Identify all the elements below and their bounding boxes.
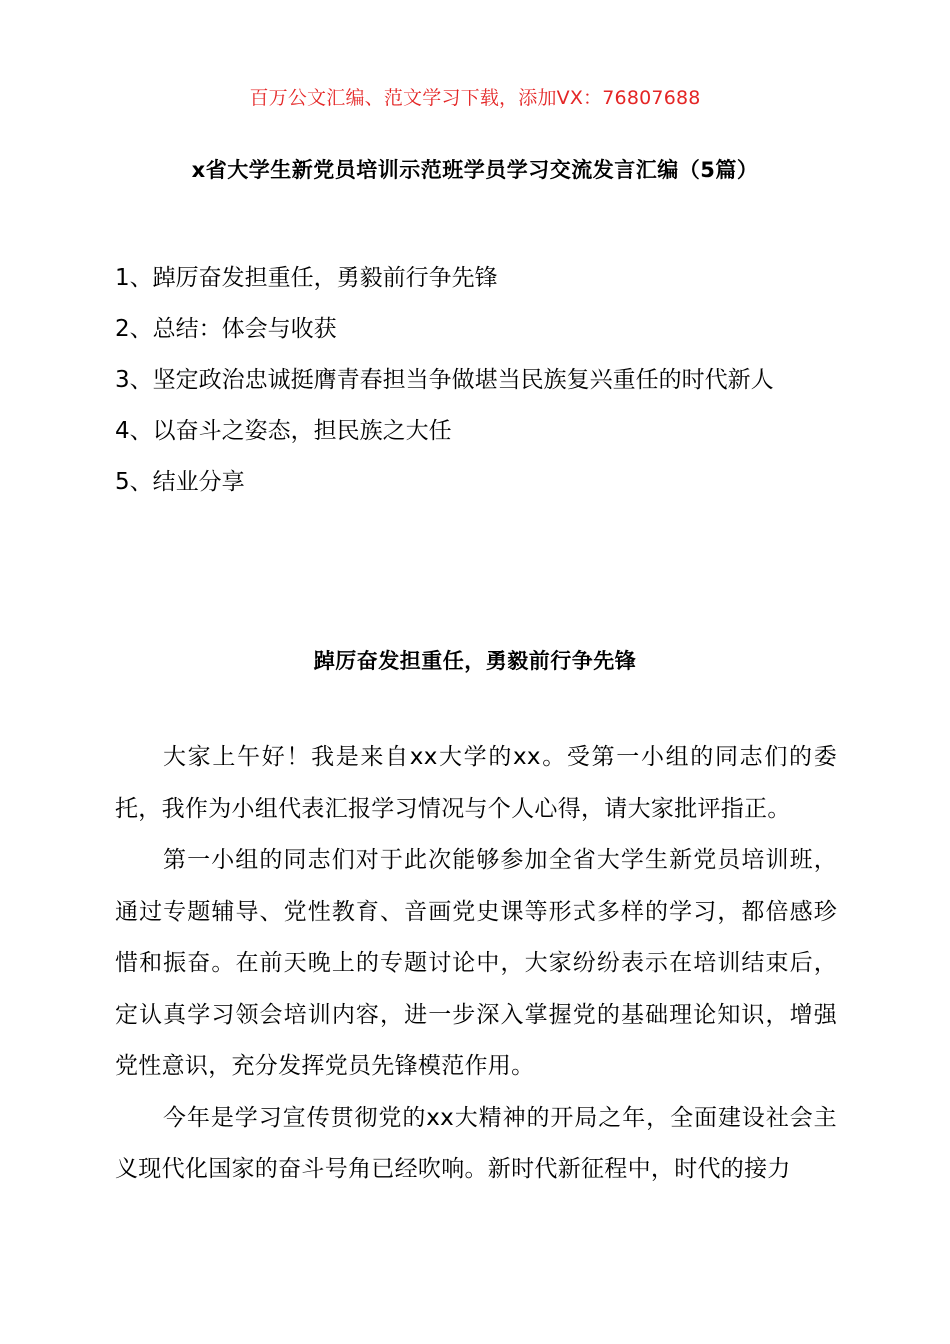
document-title: x省大学生新党员培训示范班学员学习交流发言汇编（5篇） [191,158,759,182]
toc-item: 1、踔厉奋发担重任，勇毅前行争先锋 [115,265,498,291]
table-of-contents [115,253,835,508]
paragraph: 今年是学习宣传贯彻党的xx大精神的开局之年，全面建设社会主义现代化国家的奋斗号角已经吹响。新时代新征程中，时代的接力 [115,1104,837,1182]
toc-item: 2、总结：体会与收获 [115,316,337,342]
toc-item: 3、坚定政治忠诚挺膺青春担当争做堪当民族复兴重任的时代新人 [115,367,774,393]
section-body [115,732,837,1196]
paragraph: 大家上午好！我是来自xx大学的xx。受第一小组的同志们的委托，我作为小组代表汇报学习情况与个人心得，请大家批评指正。 [115,744,837,822]
paragraph: 第一小组的同志们对于此次能够参加全省大学生新党员培训班，通过专题辅导、党性教育、音画党史课等形式多样的学习，都倍感珍惜和振奋。在前天晚上的专题讨论中，大家纷纷表示在培训结束后，定认真学习领会培训内容，进一步深入掌握党的基础理论知识，增强党性意识，充分发挥党员先锋模范作用。 [115,847,837,1079]
section-heading: 踔厉奋发担重任，勇毅前行争先锋 [313,649,637,673]
promo-banner: 百万公文汇编、范文学习下载，添加VX：76807688 [249,87,701,109]
toc-item: 4、以奋斗之姿态，担民族之大任 [115,418,452,444]
toc-item: 5、结业分享 [115,469,245,495]
